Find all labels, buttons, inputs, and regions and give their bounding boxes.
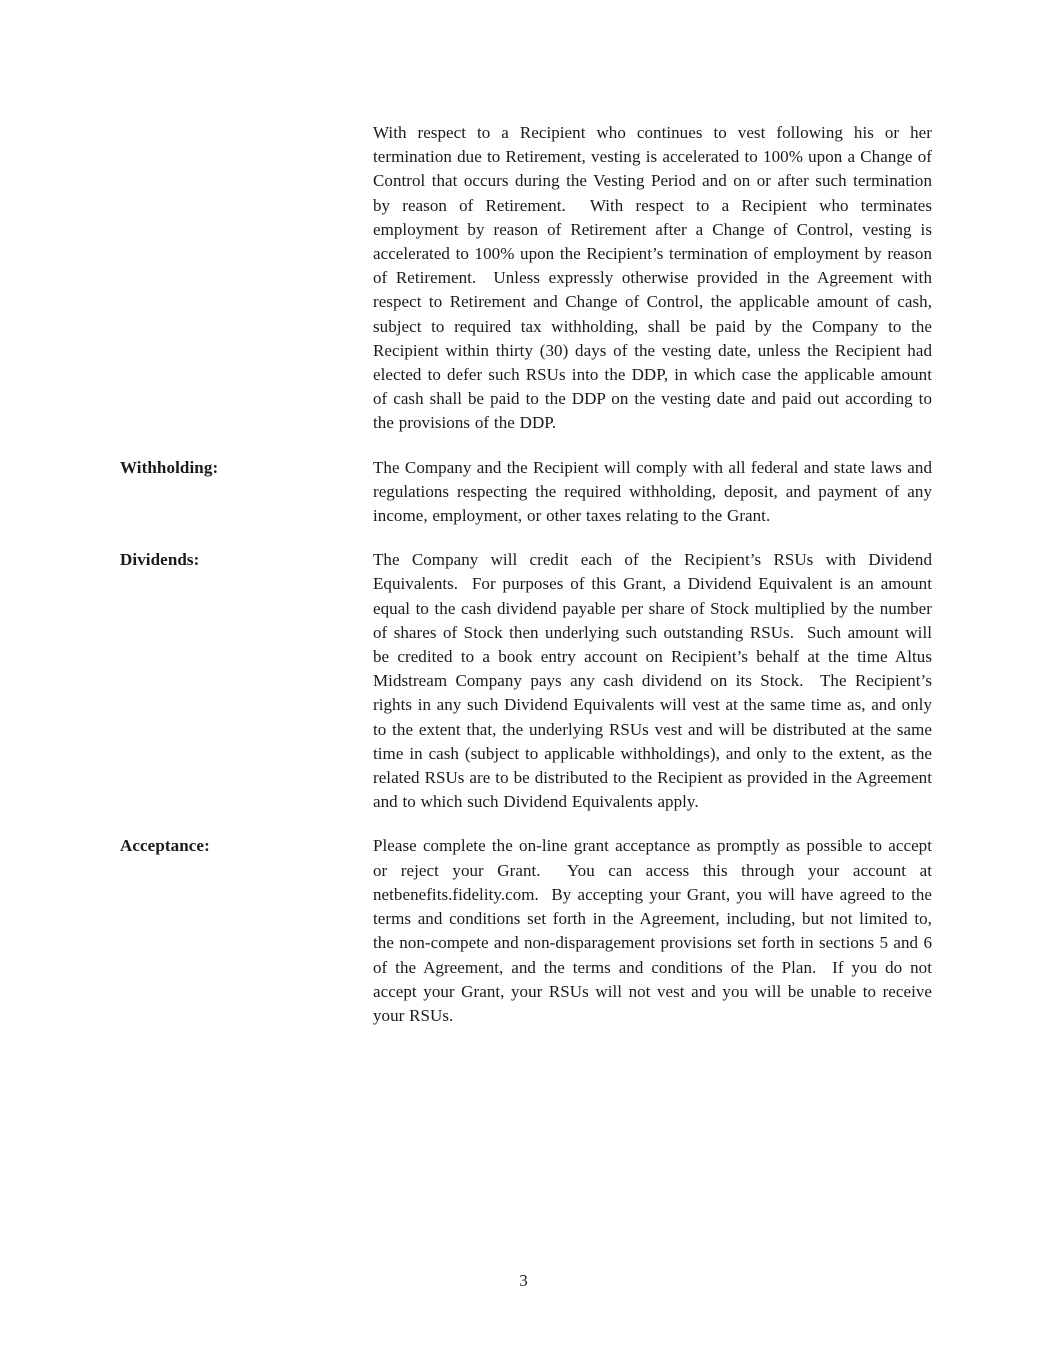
- section-acceptance: [120, 834, 932, 1028]
- section-paragraph: Please complete the on-line grant acceptance as promptly as possible to accept or reject your Grant. You can access this through your account at netbenefits.fidelity.com. By accepting your Grant, you will have agreed to the terms and conditions set forth in the Agreement, including, but not limited to, the non-compete and non-disparagement provisions set forth in sections 5 and 6 of the Agreement, and the terms and conditions of the Plan. If you do not accept your Grant, your RSUs will not vest and you will be unable to receive your RSUs.: [373, 836, 932, 1025]
- section-withholding: [120, 456, 932, 529]
- section-body: [373, 834, 932, 1028]
- section-paragraph: With respect to a Recipient who continues to vest following his or her termination due to Retirement, vesting is accelerated to 100% upon a Change of Control that occurs during the Vesting Period and on or after such termination by reason of Retirement. With respect to a Recipient who terminates employment by reason of Retirement after a Change of Control, vesting is accelerated to 100% upon the Recipient’s termination of employment by reason of Retirement. Unless expressly otherwise provided in the Agreement with respect to Retirement and Change of Control, the applicable amount of cash, subject to required tax withholding, shall be paid by the Company to the Recipient within thirty (30) days of the vesting date, unless the Recipient had elected to defer such RSUs into the DDP, in which case the applicable amount of cash shall be paid to the DDP on the vesting date and paid out according to the provisions of the DDP.: [373, 123, 932, 433]
- section-paragraph: The Company will credit each of the Recipient’s RSUs with Dividend Equivalents. For purposes of this Grant, a Dividend Equivalent is an amount equal to the cash dividend payable per share of Stock multiplied by the number of shares of Stock then underlying such outstanding RSUs. Such amount will be credited to a book entry account on Recipient’s behalf at the time Altus Midstream Company pays any cash dividend on its Stock. The Recipient’s rights in any such Dividend Equivalents will vest at the same time as, and only to the extent that, the underlying RSUs vest and will be distributed at the same time in cash (subject to applicable withholdings), and only to the extent, as the related RSUs are to be distributed to the Recipient as provided in the Agreement and to which such Dividend Equivalents apply.: [373, 550, 932, 812]
- section-label: Withholding:: [120, 457, 219, 477]
- section-paragraph: The Company and the Recipient will comply with all federal and state laws and regulations respecting the required withholding, deposit, and payment of any income, employment, or other taxes relating to the Grant.: [373, 457, 932, 526]
- section-body: [373, 121, 932, 436]
- section-dividends: [120, 548, 932, 814]
- section-label: Dividends:: [120, 550, 200, 570]
- section-body: [373, 456, 932, 529]
- section-vesting-continuation: [120, 121, 932, 436]
- section-label: Acceptance:: [120, 836, 210, 856]
- page-number: 3: [519, 1271, 528, 1290]
- section-body: [373, 548, 932, 814]
